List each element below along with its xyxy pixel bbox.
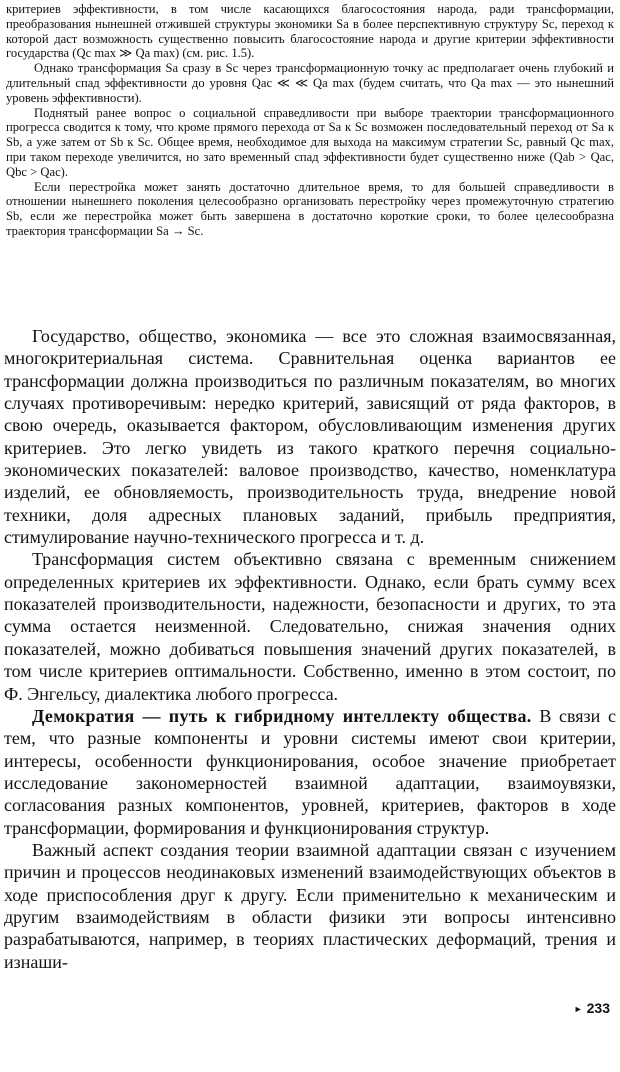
page-number: 233 [586, 1000, 610, 1016]
page-marker-icon: ► [573, 1004, 583, 1014]
section-heading: Демократия — путь к гибридному интеллекту общества. [32, 705, 532, 726]
small-paragraph: Однако трансформация Sa сразу в Sc через трансформационную точку ac предполагает очень глубокий и длительный спад эффективности до уровня Qac ≪ ≪ Qa max (будем считать, что Qa max — это нынешний уровень эффективности). [6, 61, 614, 105]
small-paragraph: Поднятый ранее вопрос о социальной справедливости при выборе траектории трансформационного прогресса сводится к тому, что кроме прямого перехода от Sa к Sc возможен последовательный переход от Sa к Sb, а уже затем от Sb к Sc. Общее время, необходимое для выхода на максимум стратегии Sc, равный Qc max, при таком переходе увеличится, но зато временный спад эффективности будет существенно ниже (Qab > Qac, Qbc > Qac). [6, 105, 614, 179]
small-print-block [6, 2, 614, 239]
body-paragraph: Важный аспект создания теории взаимной адаптации связан с изучением причин и процессов неодинаковых изменений взаимодействующих объектов в ходе приспособления друг к другу. Если применительно к механическим и другим взаимодействиям в области физики эти вопросы интенсивно разрабатываются, например, в теориях пластических деформаций, трения и изнаши- [4, 839, 616, 972]
body-paragraph: Трансформация систем объективно связана с временным снижением определенных критериев их эффективности. Однако, если брать сумму всех показателей производительности, надежности, безопасности и других, то эта сумма остается неизменной. Следовательно, снижая значения одних показателей, можно добиваться повышения значений других показателей, в том числе критериев оптимальности. Собственно, именно в этом состоит, по Ф. Энгельсу, диалектика любого прогресса. [4, 549, 616, 704]
main-text-block [4, 325, 616, 973]
body-paragraph: Государство, общество, экономика — все это сложная взаимосвязанная, многокритериальная система. Сравнительная оценка вариантов ее трансформации должна производиться по различным показателям, во многих случаях противоречивым: нередко критерий, зависящий от ряда факторов, в свою очередь, оказывается фактором, обусловливающим изменения других критериев. Это легко увидеть из такого краткого перечня социально-экономических показателей: валовое производство, качество, номенклатура изделий, ее обновляемость, производительность труда, внедрение новой техники, доля адресных плановых заданий, прибыль предприятия, стимулирование научно-технического прогресса и т. д. [4, 326, 616, 548]
heading-continuation: В связи с тем, что разные компоненты и уровни системы имеют свои критерии, интересы, особенности функционирования, особое значение приобретает исследование закономерностей взаимной адаптации, взаимоувязки, согласования разных компонентов, уровней, критериев, факторов в ходе трансформации, формирования и функционирования структур. [4, 705, 616, 838]
small-paragraph: критериев эффективности, в том числе касающихся благосостояния народа, ради трансформации, преобразования нынешней отжившей структуры экономики Sa в более перспективную структуру Sc, переход к которой даст возможность существенно повысить благосостояние народа и другие критерии эффективности государства (Qc max ≫ Qa max) (см. рис. 1.5). [6, 2, 614, 61]
heading-paragraph [4, 705, 616, 839]
page-number-area [574, 1000, 610, 1016]
small-paragraph: Если перестройка может занять достаточно длительное время, то для большей справедливости в отношении нынешнего поколения целесообразно организовать перестройку через промежуточную стратегию Sb, если же перестройка может быть завершена в достаточно короткие сроки, то более целесообразна траектория трансформации Sa → Sc. [6, 179, 614, 238]
